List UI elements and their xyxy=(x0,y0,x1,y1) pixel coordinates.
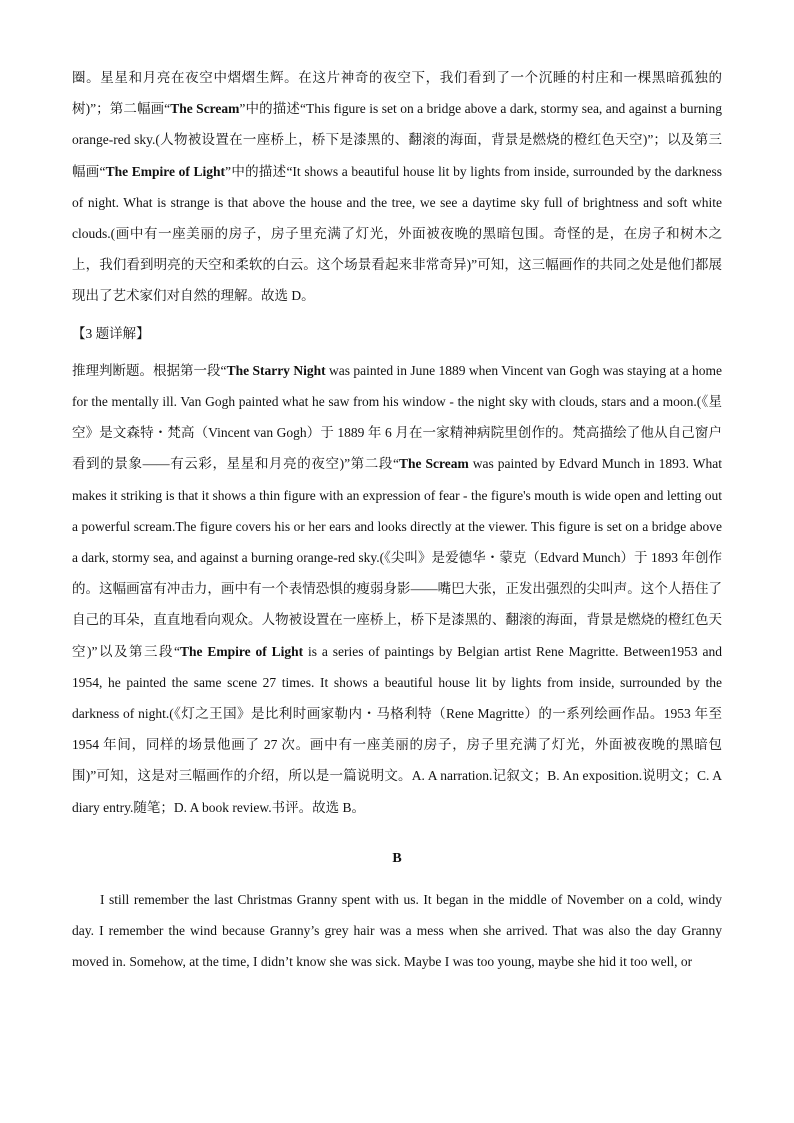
text-segment: was painted by Edvard Munch in 1893. What makes it striking is that it shows a thin figure with an expression of fear - the figure's mouth is wide open and letting out a powerful scream.The figure covers his or her ears and looks directly at the viewer. This figure is set on a bridge above a dark, stormy sea, and against a burning orange-red sky.(《尖叫》是爱德华・蒙克（Edvard Munch）于 1893 年创作的。这幅画富有冲击力，画中有一个表情恐惧的瘦弱身影——嘴巴大张，正发出强烈的尖叫声。这个人捂住了自己的耳朵，直直地看向观众。人物被设置在一座桥上，桥下是漆黑的、翻滚的海面，背景是燃烧的橙红色天空)”以及第三段“ xyxy=(72,456,722,659)
document-page xyxy=(72,62,722,978)
answer-explanation-paragraph xyxy=(72,62,722,312)
reading-passage-paragraph: I still remember the last Christmas Granny spent with us. It began in the middle of November on a cold, windy day. I remember the wind because Granny’s grey hair was a mess when she arrived. That was also the day Granny moved in. Somehow, at the time, I didn’t know she was sick. Maybe I was too young, maybe she hid it too well, or xyxy=(72,892,722,970)
text-segment: is a series of paintings by Belgian artist Rene Magritte. Between1953 and 1954, he painted the same scene 27 times. It shows a beautiful house lit by lights from inside, surrounded by the darkness of night.(《灯之王国》是比利时画家勒内・马格利特（Rene Magritte）的一系列绘画作品。1953 年至 1954 年间，同样的场景他画了 27 次。画中有一座美丽的房子，房子里充满了灯光，外面被夜晚的黑暗包围)”可知，这是对三幅画作的介绍，所以是一篇说明文。A. A narration.记叙文；B. An exposition.说明文；C. A diary entry.随笔；D. A book review.书评。故选 B。 xyxy=(72,643,723,815)
painting-title: The Scream xyxy=(170,101,240,117)
section-b-title: B xyxy=(392,850,402,866)
painting-title: The Empire of Light xyxy=(105,163,226,179)
text-segment: ”中的描述“It shows a beautiful house lit by lights from inside, surrounded by the darkness of night. What is strange is that above the house and the tree, we see a daytime sky full of brightness and soft white clouds.(画中有一座美丽的房子，房子里充满了灯光，外面被夜晚的黑暗包围。奇怪的是，在房子和树木之上，我们看到明亮的天空和柔软的白云。这个场景看起来非常奇异)”可知，这三幅画作的共同之处是他们都展现出了艺术家们对自然的理解。故选 D。 xyxy=(72,163,723,304)
painting-title: The Starry Night xyxy=(226,362,326,378)
text-segment: 圈。星星和月亮在夜空中熠熠生辉。在这片神奇的夜空下，我们看到了一个沉睡的村庄和一棵黑暗孤独的树)”；第二幅画“ xyxy=(72,70,722,117)
painting-title: The Empire of Light xyxy=(180,643,304,659)
text-segment: ”中的描述“This figure is set on a bridge above a dark, stormy sea, and against a burning orange-red sky.(人物被设置在一座桥上，桥下是漆黑的、翻滚的海面，背景是燃烧的橙红色天空)”；以及第三幅画“ xyxy=(72,101,722,179)
question-3-explanation xyxy=(72,355,722,823)
question-3-heading: 【3 题详解】 xyxy=(72,325,150,341)
text-segment: was painted in June 1889 when Vincent van Gogh was staying at a home for the mentally ill. Van Gogh painted what he saw from his window - the night sky with clouds, stars and a moon.(《星空》是文森特・梵高（Vincent van Gogh）于 1889 年 6 月在一家精神病院里创作的。梵高描绘了他从自己窗户看到的景象——有云彩，星星和月亮的夜空)”第二段“ xyxy=(72,362,723,472)
text-segment: 推理判断题。根据第一段“ xyxy=(72,362,227,378)
painting-title: The Scream xyxy=(399,456,469,472)
